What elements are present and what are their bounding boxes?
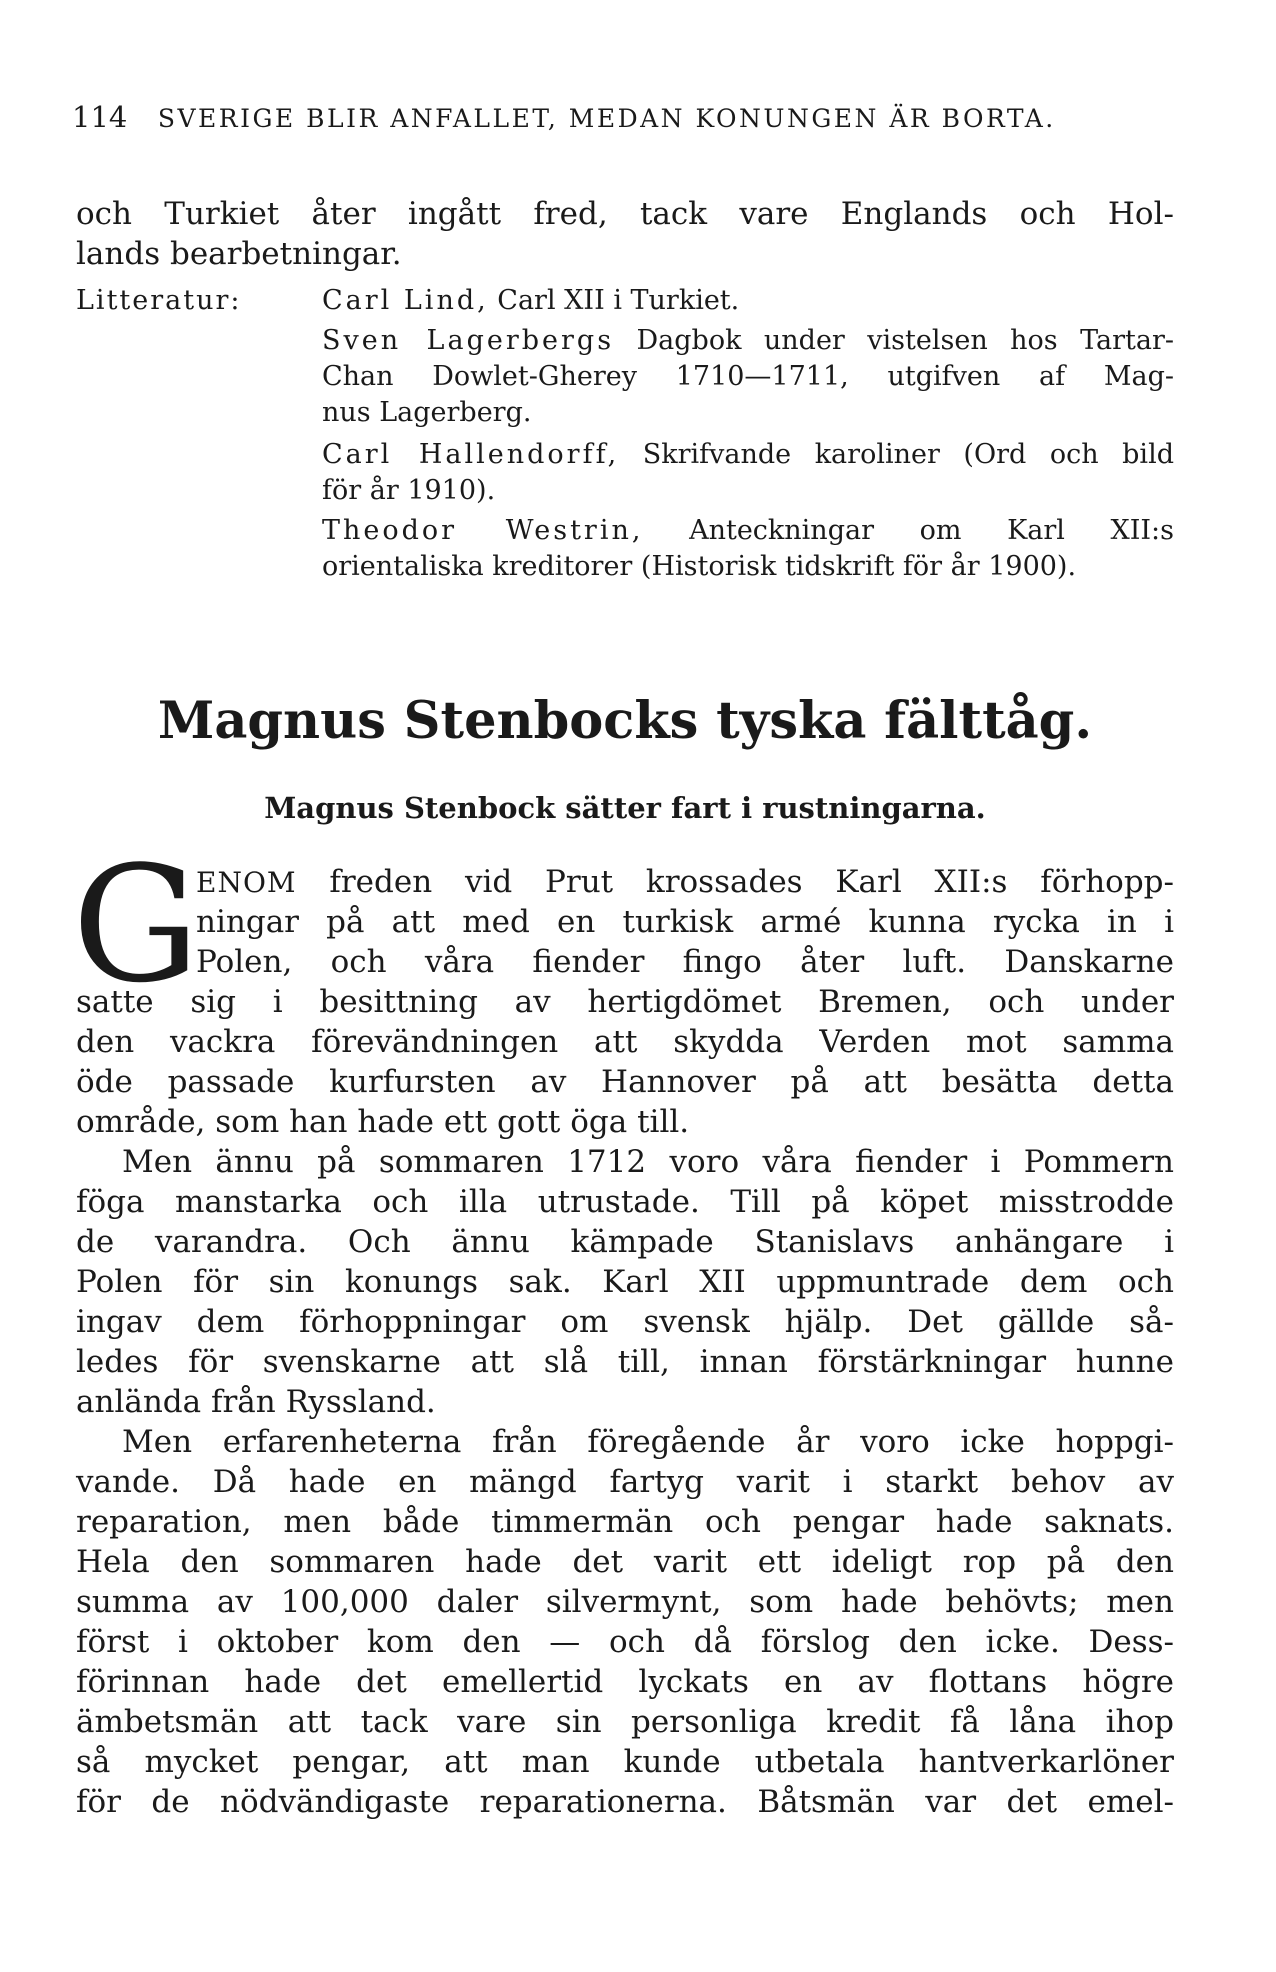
body-line: ledes för svenskarne att slå till, innan förstärkningar hunne xyxy=(76,1344,1174,1380)
body-line: ningar på att med en turkisk armé kunna rycka in i xyxy=(196,904,1174,940)
body-line: för de nödvändigaste reparationerna. Båtsmän var det emel- xyxy=(76,1784,1174,1820)
literature-text: Skrifvande karoliner (Ord och bild xyxy=(642,439,1174,470)
literature-entry xyxy=(322,438,1174,472)
body-line: vande. Då hade en mängd fartyg varit i starkt behov av xyxy=(76,1464,1174,1500)
body-line: förinnan hade det emellertid lyckats en av flottans högre xyxy=(76,1664,1174,1700)
intro-line: lands bearbetningar. xyxy=(76,236,402,272)
body-line: satte sig i besittning av hertigdömet Bremen, och under xyxy=(76,984,1174,1020)
body-line: föga manstarka och illa utrustade. Till på köpet misstrodde xyxy=(76,1184,1174,1220)
body-line: öde passade kurfursten av Hannover på att besätta detta xyxy=(76,1064,1174,1100)
first-word: ENOM xyxy=(196,866,297,899)
literature-text: Carl XII i Turkiet. xyxy=(497,285,740,316)
literature-entry xyxy=(76,284,1174,318)
running-head xyxy=(72,100,1202,134)
body-line: ämbetsmän att tack vare sin personliga kredit få låna ihop xyxy=(76,1704,1174,1740)
body-line: Men erfarenheterna från föregående år voro icke hoppgi- xyxy=(122,1424,1174,1460)
body-line: ingav dem förhoppningar om svensk hjälp. Det gällde så- xyxy=(76,1304,1174,1340)
body-line: så mycket pengar, att man kunde utbetala hantverkarlöner xyxy=(76,1744,1174,1780)
body-line: Men ännu på sommaren 1712 voro våra fiender i Pommern xyxy=(122,1144,1174,1180)
running-title: SVERIGE BLIR ANFALLET, MEDAN KONUNGEN ÄR BORTA. xyxy=(157,104,1056,133)
body-line: reparation, men både timmermän och pengar hade saknats. xyxy=(76,1504,1174,1540)
body-line xyxy=(196,862,1174,902)
body-line: Polen för sin konungs sak. Karl XII uppmuntrade dem och xyxy=(76,1264,1174,1300)
literature-author: Carl Lind, xyxy=(322,285,489,316)
body-line: anlända från Ryssland. xyxy=(76,1384,436,1420)
body-line: Polen, och våra fiender fingo åter luft. Danskarne xyxy=(196,944,1174,980)
body-line: den vackra förevändningen att skydda Verden mot samma xyxy=(76,1024,1174,1060)
literature-text-line: nus Lagerberg. xyxy=(322,397,532,428)
body-line: område, som han hade ett gott öga till. xyxy=(76,1104,690,1140)
literature-author: Theodor Westrin, xyxy=(322,515,644,546)
literature-label: Litteratur: xyxy=(76,285,242,316)
body-line: Hela den sommaren hade det varit ett ideligt rop på den xyxy=(76,1544,1174,1580)
literature-text: Dagbok under vistelsen hos Tartar- xyxy=(636,325,1174,356)
literature-text-line: Chan Dowlet-Gherey 1710—1711, utgifven af Mag- xyxy=(322,361,1174,392)
body-line: först i oktober kom den — och då förslog den icke. Dess- xyxy=(76,1624,1174,1660)
literature-text: Anteckningar om Karl XII:s xyxy=(689,515,1174,546)
literature-text-line: orientaliska kreditorer (Historisk tidskrift för år 1900). xyxy=(322,551,1077,582)
body-line-text: freden vid Prut krossades Karl XII:s förhopp- xyxy=(296,864,1174,900)
literature-author: Carl Hallendorff, xyxy=(322,439,620,470)
literature-entry xyxy=(322,514,1174,548)
section-subtitle: Magnus Stenbock sätter fart i rustningarna. xyxy=(264,791,986,825)
intro-line: och Turkiet åter ingått fred, tack vare Englands och Hol- xyxy=(76,196,1174,232)
chapter-title: Magnus Stenbocks tyska fälttåg. xyxy=(157,691,1093,751)
page-number: 114 xyxy=(72,100,128,134)
literature-text-line: för år 1910). xyxy=(322,475,496,506)
literature-entry xyxy=(322,324,1174,358)
drop-cap: G xyxy=(72,831,200,1018)
body-line: de varandra. Och ännu kämpade Stanislavs anhängare i xyxy=(76,1224,1174,1260)
body-line: summa av 100,000 daler silvermynt, som hade behövts; men xyxy=(76,1584,1174,1620)
literature-author: Sven Lagerbergs xyxy=(322,325,615,356)
